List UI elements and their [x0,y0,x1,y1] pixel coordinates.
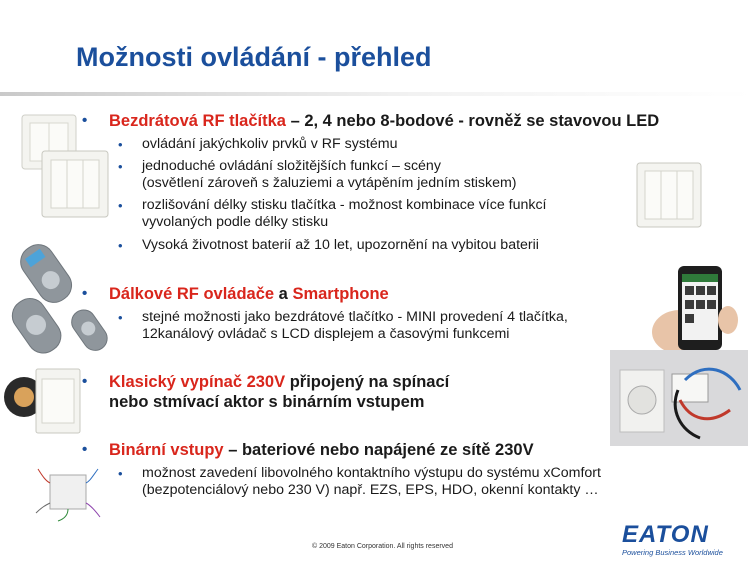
wall-switch-image [634,160,704,230]
bullet-icon: • [118,159,123,174]
bullet-icon: • [118,466,123,481]
section-heading-rest: nebo stmívací aktor s binárním vstupem [109,393,425,411]
list-item-text: Vysoká životnost baterií až 10 let, upozornění na vybitou baterii [142,237,539,253]
section-heading-red: Smartphone [292,285,389,303]
bullet-icon: • [82,373,88,390]
list-item-text: (osvětlení zároveň s žaluziemi a vytápěním jedním stiskem) [142,175,517,191]
binary-input-module-image [28,463,108,523]
list-item-text: jednoduché ovládání složitějších funkcí – scény [142,158,441,174]
bullet-icon: • [118,198,123,213]
bullet-icon: • [82,285,88,302]
smartphone-image [650,262,745,354]
section-heading-rest: – 2, 4 nebo 8-bodové - rovněž se stavovou LED [285,112,660,130]
copyright-text: © 2009 Eaton Corporation. All rights reserved [312,543,453,550]
bullet-icon: • [82,441,88,458]
bullet-icon: • [82,112,88,129]
wall-switch-pair-image [20,113,112,233]
bullet-icon: • [118,137,123,152]
list-item-text: ovládání jakýchkoliv prvků v RF systému [142,136,398,152]
section-heading-red: Dálkové RF ovládače [109,285,275,303]
list-item-text: rozlišování délky stisku tlačítka - možnost kombinace více funkcí [142,197,547,213]
section-heading-red: Binární vstupy [109,441,224,459]
classic-switch-image [2,365,84,437]
section-heading-red: Klasický vypínač 230V [109,373,286,391]
actuator-installation-image [610,350,748,446]
section-heading-rest: připojený na spínací [285,373,450,391]
logo-tagline: Powering Business Worldwide [622,548,723,557]
list-item-text: (bezpotenciálový nebo 230 V) např. EZS, EPS, HDO, okenní kontakty … [142,482,599,498]
title-divider [0,92,753,96]
list-item-text: 12kanálový ovládač s LCD displejem a časovými funkcemi [142,326,510,342]
list-item-text: vyvolaných podle délky stisku [142,214,329,230]
eaton-logo [622,522,734,562]
section-heading-rest: a [274,285,293,303]
bullet-icon: • [118,238,123,253]
bullet-icon: • [118,310,123,325]
section-heading-rest: – bateriové nebo napájené ze sítě 230V [223,441,534,459]
page-title: Možnosti ovládání - přehled [76,42,432,72]
logo-wordmark: EATON [622,521,709,548]
section-heading-red: Bezdrátová RF tlačítka [109,112,286,130]
remote-controls-image [8,236,113,356]
list-item-text: možnost zavedení libovolného kontaktního výstupu do systému xComfort [142,465,601,481]
list-item-text: stejné možnosti jako bezdrátové tlačítko - MINI provedení 4 tlačítka, [142,309,568,325]
